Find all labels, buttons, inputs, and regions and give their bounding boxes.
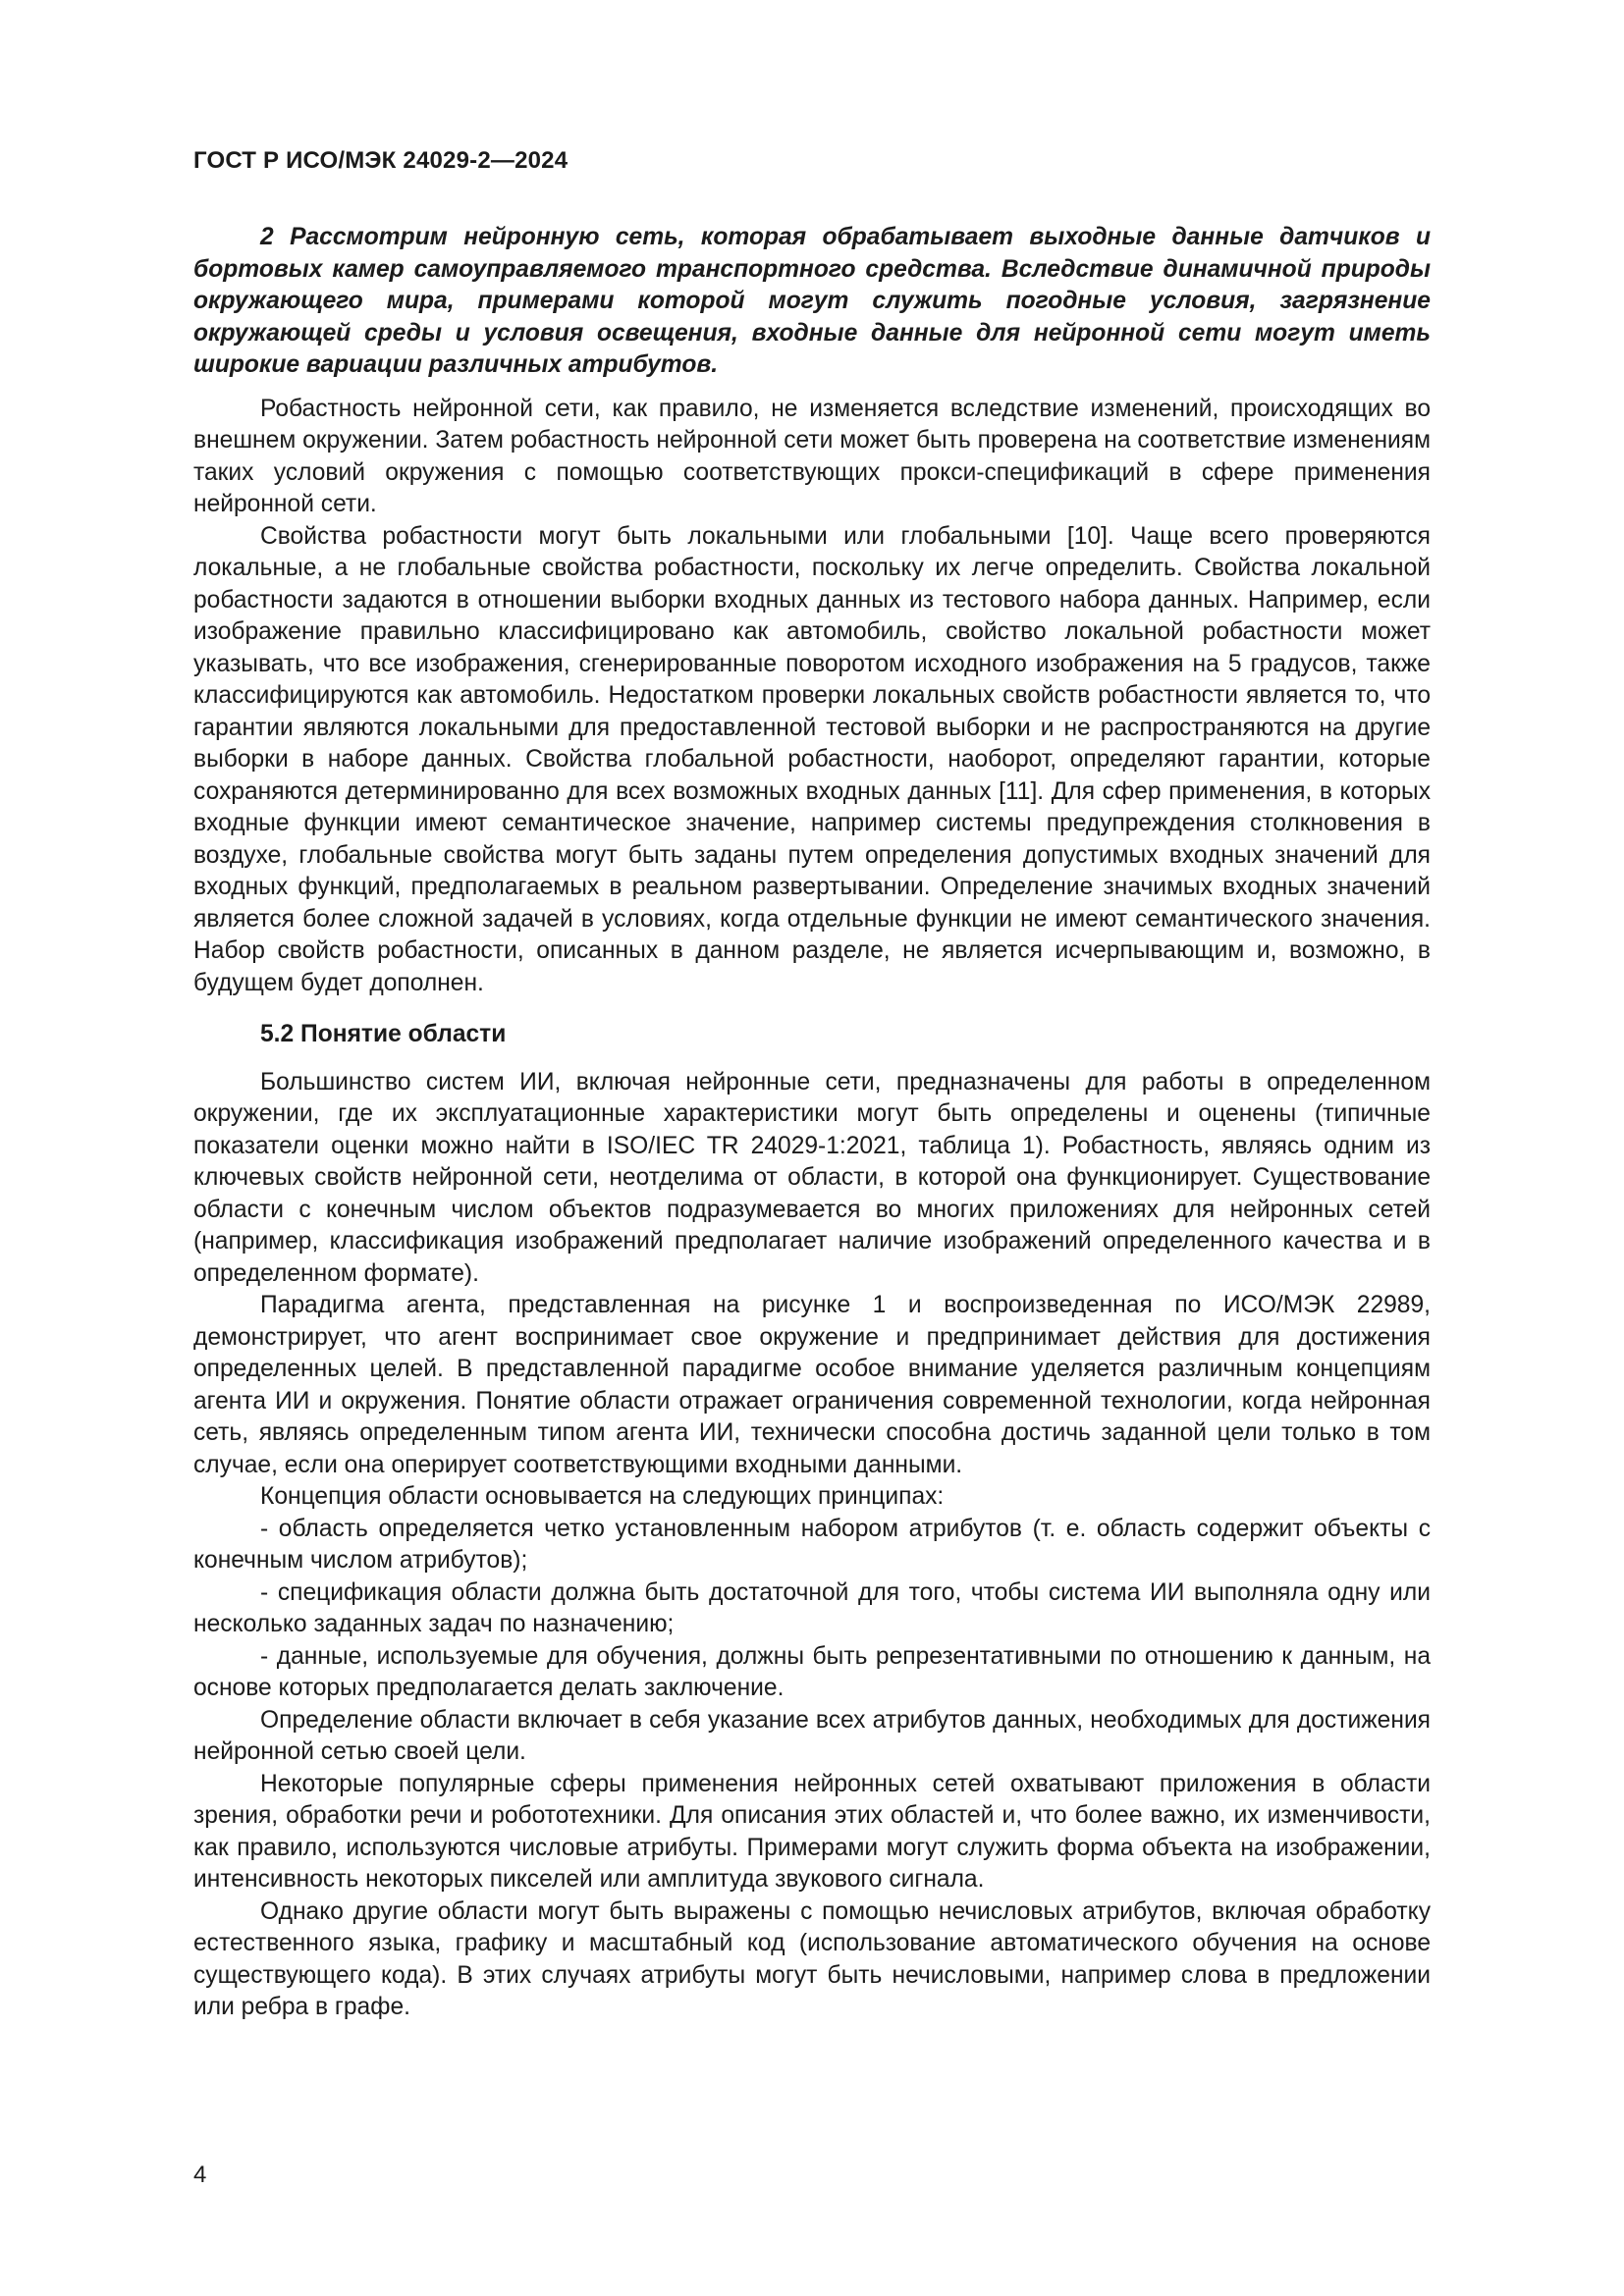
body-paragraph: Свойства робастности могут быть локальными или глобальными [10]. Чаще всего проверяются локальные, а не глобальные свойства робастности, поскольку их легче определить. Свойства локальной робастности задаются в отношении выборки входных данных из тестового набора данных. Например, если изображение правильно классифицировано как автомобиль, свойство локальной робастности может указывать, что все изображения, сгенерированные поворотом исходного изображения на 5 градусов, также классифицируются как автомобиль. Недостатком проверки локальных свойств робастности является то, что гарантии являются локальными для предоставленной тестовой выборки и не распространяются на другие выборки в наборе данных. Свойства глобальной робастности, наоборот, определяют гарантии, которые сохраняются детерминированно для всех возможных входных данных [11]. Для сфер применения, в которых входные функции имеют семантическое значение, например системы предупреждения столкновения в воздухе, глобальные свойства могут быть заданы путем определения допустимых входных значений для входных функций, предполагаемых в реальном развертывании. Определение значимых входных значений является более сложной задачей в условиях, когда отдельные функции не имеют семантического значения. Набор свойств робастности, описанных в данном разделе, не является исчерпывающим и, возможно, в будущем будет дополнен. [193, 522, 1431, 996]
body-paragraph: Робастность нейронной сети, как правило, не изменяется вследствие изменений, происходящих во внешнем окружении. Затем робастность нейронной сети может быть проверена на соответствие изменениям таких условий окружения с помощью соответствующих прокси-спецификаций в сфере применения нейронной сети. [193, 395, 1431, 517]
document-header: ГОСТ Р ИСО/МЭК 24029-2—2024 [193, 147, 568, 174]
body-paragraph: Парадигма агента, представленная на рисунке 1 и воспроизведенная по ИСО/МЭК 22989, демонстрирует, что агент воспринимает свое окружение и предпринимает действия для достижения определенных целей. В представленной парадигме особое внимание уделяется различным концепциям агента ИИ и окружения. Понятие области отражает ограничения современной технологии, когда нейронная сеть, являясь определенным типом агента ИИ, технически способна достичь заданной цели только в том случае, если она оперирует соответствующими входными данными. [193, 1292, 1431, 1478]
list-item: - данные, используемые для обучения, должны быть репрезентативными по отношению к данным, на основе которых предполагается делать заключение. [193, 1642, 1431, 1701]
document-body [193, 222, 1431, 2024]
list-item: - область определяется четко установленным набором атрибутов (т. е. область содержит объекты с конечным числом атрибутов); [193, 1515, 1431, 1574]
body-paragraph: Определение области включает в себя указание всех атрибутов данных, необходимых для достижения нейронной сетью своей цели. [193, 1706, 1431, 1765]
body-paragraph: Концепция области основывается на следующих принципах: [260, 1483, 945, 1510]
list-item: - спецификация области должна быть достаточной для того, чтобы система ИИ выполняла одну или несколько заданных задач по назначению; [193, 1578, 1431, 1637]
note-paragraph: 2 Рассмотрим нейронную сеть, которая обрабатывает выходные данные датчиков и бортовых камер самоуправляемого транспортного средства. Вследствие динамичной природы окружающего мира, примерами которой могут служить погодные условия, загрязнение окружающей среды и условия освещения, входные данные для нейронной сети могут иметь широкие вариации различных атрибутов. [193, 224, 1431, 378]
section-heading: 5.2 Понятие области [260, 1021, 507, 1047]
page-number: 4 [193, 2162, 207, 2188]
body-paragraph: Однако другие области могут быть выражены с помощью нечисловых атрибутов, включая обработку естественного языка, графику и масштабный код (использование автоматического обучения на основе существующего кода). В этих случаях атрибуты могут быть нечисловыми, например слова в предложении или ребра в графе. [193, 1897, 1431, 2020]
body-paragraph: Большинство систем ИИ, включая нейронные сети, предназначены для работы в определенном окружении, где их эксплуатационные характеристики могут быть определены и оценены (типичные показатели оценки можно найти в ISO/IEC TR 24029-1:2021, таблица 1). Робастность, являясь одним из ключевых свойств нейронной сети, неотделима от области, в которой она функционирует. Существование области с конечным числом объектов подразумевается во многих приложениях для нейронных сетей (например, классификация изображений предполагает наличие изображений определенного качества и в определенном формате). [193, 1068, 1431, 1287]
body-paragraph: Некоторые популярные сферы применения нейронных сетей охватывают приложения в области зрения, обработки речи и робототехники. Для описания этих областей и, что более важно, их изменчивости, как правило, используются числовые атрибуты. Примерами могут служить форма объекта на изображении, интенсивность некоторых пикселей или амплитуда звукового сигнала. [193, 1770, 1431, 1893]
